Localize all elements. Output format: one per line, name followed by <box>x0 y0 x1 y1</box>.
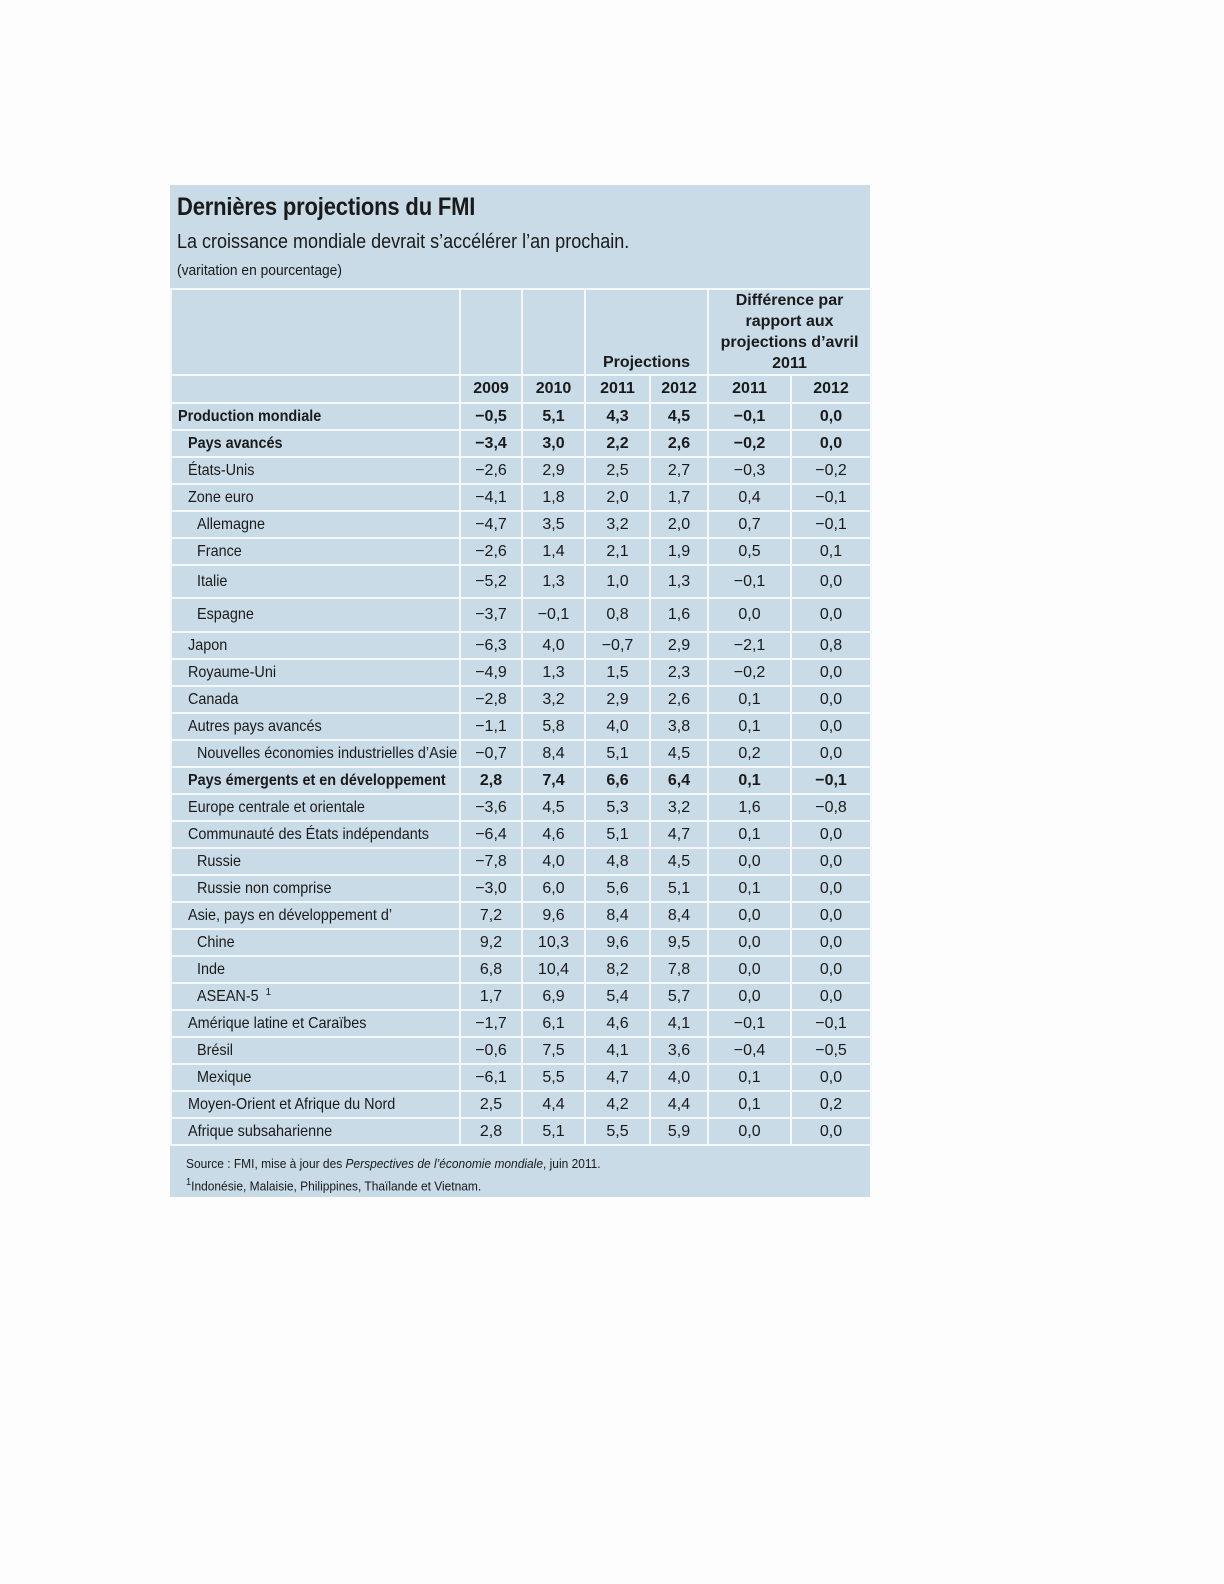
row-label: Brésil <box>197 1041 234 1059</box>
value-cell: 9,6 <box>522 902 585 929</box>
value-cell: 0,0 <box>708 929 791 956</box>
page-subtitle: La croissance mondiale devrait s’accélérer l’an prochain. <box>177 231 630 253</box>
value-cell: 0,0 <box>791 403 871 430</box>
value-cell: 4,6 <box>522 821 585 848</box>
value-cell: 3,5 <box>522 511 585 538</box>
table-body <box>171 403 871 1145</box>
row-label-cell <box>171 403 460 430</box>
value-cell: 4,0 <box>522 632 585 659</box>
value-cell: 1,8 <box>522 484 585 511</box>
row-label-cell <box>171 659 460 686</box>
value-cell: 0,1 <box>708 1064 791 1091</box>
value-cell: 4,0 <box>522 848 585 875</box>
value-cell: 0,1 <box>708 713 791 740</box>
value-cell: −6,1 <box>460 1064 522 1091</box>
row-label: Europe centrale et orientale <box>188 798 365 816</box>
value-cell: 5,5 <box>522 1064 585 1091</box>
value-cell: 0,0 <box>791 686 871 713</box>
value-cell: −0,2 <box>708 430 791 457</box>
table-footer <box>170 1146 870 1195</box>
table-row <box>171 565 871 598</box>
row-label: Inde <box>197 960 226 978</box>
row-label: Pays avancés <box>188 434 283 452</box>
value-cell: −2,1 <box>708 632 791 659</box>
table-row <box>171 538 871 565</box>
value-cell: 1,0 <box>585 565 650 598</box>
table-row <box>171 1091 871 1118</box>
year-header: 2011 <box>585 375 650 403</box>
value-cell: −0,1 <box>522 598 585 632</box>
row-label-cell <box>171 1064 460 1091</box>
value-cell: 6,8 <box>460 956 522 983</box>
value-cell: −0,5 <box>791 1037 871 1064</box>
value-cell: −0,1 <box>791 767 871 794</box>
row-label-cell <box>171 848 460 875</box>
source-note: Source : FMI, mise à jour des Perspectives de l’économie mondiale, juin 2011. <box>186 1156 601 1171</box>
row-label: France <box>197 542 242 560</box>
value-cell: −0,8 <box>791 794 871 821</box>
value-cell: 4,8 <box>585 848 650 875</box>
footnote-marker: 1 <box>265 986 272 998</box>
projections-table <box>170 288 872 1146</box>
value-cell: 5,1 <box>522 403 585 430</box>
value-cell: 4,7 <box>650 821 708 848</box>
value-cell: 4,5 <box>650 403 708 430</box>
value-cell: 1,6 <box>650 598 708 632</box>
value-cell: 2,0 <box>585 484 650 511</box>
value-cell: 6,4 <box>650 767 708 794</box>
value-cell: 1,3 <box>522 565 585 598</box>
value-cell: −7,8 <box>460 848 522 875</box>
value-cell: 4,4 <box>522 1091 585 1118</box>
value-cell: 2,6 <box>650 686 708 713</box>
table-row <box>171 686 871 713</box>
year-header: 2009 <box>460 375 522 403</box>
value-cell: 2,5 <box>585 457 650 484</box>
value-cell: 2,6 <box>650 430 708 457</box>
value-cell: −4,1 <box>460 484 522 511</box>
value-cell: 0,0 <box>791 929 871 956</box>
value-cell: 1,9 <box>650 538 708 565</box>
value-cell: 3,0 <box>522 430 585 457</box>
table-row <box>171 430 871 457</box>
row-label-cell <box>171 1118 460 1145</box>
value-cell: 0,0 <box>791 983 871 1010</box>
value-cell: 3,2 <box>522 686 585 713</box>
value-cell: 8,4 <box>522 740 585 767</box>
value-cell: 2,8 <box>460 1118 522 1145</box>
value-cell: −0,1 <box>708 403 791 430</box>
table-row <box>171 713 871 740</box>
value-cell: 9,6 <box>585 929 650 956</box>
table-row <box>171 632 871 659</box>
row-label: Zone euro <box>188 488 254 506</box>
table-row <box>171 403 871 430</box>
difference-header: Différence par rapport aux projections d’avril 2011 <box>720 292 859 372</box>
table-row <box>171 794 871 821</box>
value-cell: 0,0 <box>791 713 871 740</box>
value-cell: 5,1 <box>650 875 708 902</box>
table-row <box>171 983 871 1010</box>
value-cell: 0,5 <box>708 538 791 565</box>
value-cell: 10,4 <box>522 956 585 983</box>
value-cell: 0,1 <box>708 875 791 902</box>
panel-header <box>170 185 870 288</box>
table-row <box>171 740 871 767</box>
value-cell: −3,0 <box>460 875 522 902</box>
value-cell: −3,6 <box>460 794 522 821</box>
row-label: Russie <box>197 852 242 870</box>
value-cell: 4,1 <box>650 1010 708 1037</box>
year-header: 2012 <box>650 375 708 403</box>
row-label-cell <box>171 430 460 457</box>
row-label-cell <box>171 1037 460 1064</box>
value-cell: −0,1 <box>791 1010 871 1037</box>
value-cell: −1,7 <box>460 1010 522 1037</box>
table-row <box>171 457 871 484</box>
value-cell: 4,0 <box>585 713 650 740</box>
row-label: Nouvelles économies industrielles d’Asie <box>197 744 458 762</box>
value-cell: 2,8 <box>460 767 522 794</box>
value-cell: 2,1 <box>585 538 650 565</box>
row-label: Russie non comprise <box>197 879 332 897</box>
row-label-cell <box>171 1091 460 1118</box>
row-label-cell <box>171 565 460 598</box>
row-label: États-Unis <box>188 461 255 479</box>
value-cell: −0,1 <box>708 565 791 598</box>
table-row <box>171 875 871 902</box>
table-row <box>171 1064 871 1091</box>
value-cell: 6,9 <box>522 983 585 1010</box>
value-cell: 0,0 <box>791 740 871 767</box>
row-label: Mexique <box>197 1068 252 1086</box>
row-label: ASEAN-5 <box>197 988 259 1006</box>
table-row <box>171 929 871 956</box>
value-cell: 0,1 <box>791 538 871 565</box>
table-header-years <box>171 375 871 403</box>
value-cell: 5,6 <box>585 875 650 902</box>
row-label-cell <box>171 821 460 848</box>
row-label-cell <box>171 538 460 565</box>
value-cell: 0,0 <box>708 902 791 929</box>
value-cell: −6,3 <box>460 632 522 659</box>
table-row <box>171 598 871 632</box>
value-cell: 4,5 <box>522 794 585 821</box>
value-cell: 0,0 <box>791 902 871 929</box>
value-cell: 5,1 <box>522 1118 585 1145</box>
value-cell: 4,1 <box>585 1037 650 1064</box>
table-row <box>171 511 871 538</box>
table-row <box>171 956 871 983</box>
value-cell: 8,4 <box>650 902 708 929</box>
value-cell: 3,2 <box>650 794 708 821</box>
row-label-cell <box>171 457 460 484</box>
value-cell: −0,7 <box>460 740 522 767</box>
value-cell: 0,0 <box>791 848 871 875</box>
row-label-cell <box>171 1010 460 1037</box>
row-label: Afrique subsaharienne <box>188 1122 333 1140</box>
value-cell: 0,1 <box>708 1091 791 1118</box>
table-row <box>171 659 871 686</box>
value-cell: 0,2 <box>791 1091 871 1118</box>
value-cell: 0,1 <box>708 767 791 794</box>
value-cell: 0,8 <box>585 598 650 632</box>
value-cell: −0,1 <box>708 1010 791 1037</box>
table-row <box>171 1118 871 1145</box>
row-label-cell <box>171 511 460 538</box>
value-cell: 2,9 <box>585 686 650 713</box>
row-label: Allemagne <box>197 515 266 533</box>
value-cell: 7,5 <box>522 1037 585 1064</box>
value-cell: 9,2 <box>460 929 522 956</box>
value-cell: 0,0 <box>791 659 871 686</box>
value-cell: 0,2 <box>708 740 791 767</box>
year-header: 2010 <box>522 375 585 403</box>
value-cell: 0,0 <box>708 983 791 1010</box>
value-cell: 9,5 <box>650 929 708 956</box>
value-cell: −0,3 <box>708 457 791 484</box>
value-cell: −1,1 <box>460 713 522 740</box>
value-cell: 6,6 <box>585 767 650 794</box>
row-label-cell <box>171 875 460 902</box>
value-cell: −0,2 <box>708 659 791 686</box>
value-cell: −0,2 <box>791 457 871 484</box>
value-cell: 1,3 <box>650 565 708 598</box>
value-cell: −5,2 <box>460 565 522 598</box>
year-header: 2012 <box>791 375 871 403</box>
projections-header: Projections <box>602 354 691 371</box>
value-cell: 0,8 <box>791 632 871 659</box>
row-label-cell <box>171 929 460 956</box>
value-cell: −6,4 <box>460 821 522 848</box>
row-label-cell <box>171 956 460 983</box>
value-cell: 4,2 <box>585 1091 650 1118</box>
value-cell: −0,4 <box>708 1037 791 1064</box>
table-header-top <box>171 289 871 375</box>
value-cell: 5,1 <box>585 821 650 848</box>
table-row <box>171 902 871 929</box>
value-cell: 5,9 <box>650 1118 708 1145</box>
row-label: Asie, pays en développement d’ <box>188 906 393 924</box>
row-label: Production mondiale <box>178 407 322 425</box>
value-cell: −0,7 <box>585 632 650 659</box>
value-cell: −0,1 <box>791 511 871 538</box>
value-cell: −2,6 <box>460 457 522 484</box>
value-cell: 0,1 <box>708 821 791 848</box>
value-cell: 2,2 <box>585 430 650 457</box>
page-title: Dernières projections du FMI <box>177 193 476 221</box>
value-cell: −0,6 <box>460 1037 522 1064</box>
row-label-cell <box>171 598 460 632</box>
value-cell: 1,4 <box>522 538 585 565</box>
table-row <box>171 767 871 794</box>
value-cell: 5,1 <box>585 740 650 767</box>
value-cell: 4,0 <box>650 1064 708 1091</box>
value-cell: 7,2 <box>460 902 522 929</box>
value-cell: 0,0 <box>791 1064 871 1091</box>
value-cell: 0,0 <box>791 430 871 457</box>
value-cell: 1,6 <box>708 794 791 821</box>
row-label-cell <box>171 686 460 713</box>
value-cell: 4,5 <box>650 740 708 767</box>
value-cell: 0,0 <box>708 598 791 632</box>
table-row <box>171 1010 871 1037</box>
value-cell: 3,2 <box>585 511 650 538</box>
value-cell: 2,3 <box>650 659 708 686</box>
value-cell: 2,9 <box>522 457 585 484</box>
value-cell: 0,7 <box>708 511 791 538</box>
row-label: Espagne <box>197 606 254 623</box>
value-cell: 2,7 <box>650 457 708 484</box>
value-cell: 1,3 <box>522 659 585 686</box>
value-cell: 5,5 <box>585 1118 650 1145</box>
value-cell: 2,9 <box>650 632 708 659</box>
value-cell: 1,7 <box>650 484 708 511</box>
value-cell: 0,0 <box>708 1118 791 1145</box>
row-label-cell <box>171 713 460 740</box>
row-label: Amérique latine et Caraïbes <box>188 1014 367 1032</box>
value-cell: 4,4 <box>650 1091 708 1118</box>
row-label: Japon <box>188 636 228 654</box>
row-label: Canada <box>188 690 239 708</box>
row-label-cell <box>171 632 460 659</box>
year-header: 2011 <box>708 375 791 403</box>
value-cell: 0,0 <box>791 821 871 848</box>
value-cell: 4,6 <box>585 1010 650 1037</box>
footnote: $^1$Indonésie, Malaisie, Philippines, Thaïlande et Vietnam. <box>186 1177 482 1194</box>
table-row <box>171 848 871 875</box>
table-row <box>171 1037 871 1064</box>
value-cell: 0,0 <box>791 598 871 632</box>
value-cell: 0,0 <box>791 956 871 983</box>
value-cell: −4,9 <box>460 659 522 686</box>
row-label-cell <box>171 767 460 794</box>
row-label: Chine <box>197 933 235 951</box>
value-cell: 5,3 <box>585 794 650 821</box>
value-cell: 1,5 <box>585 659 650 686</box>
table-row <box>171 821 871 848</box>
value-cell: 5,8 <box>522 713 585 740</box>
value-cell: 5,7 <box>650 983 708 1010</box>
value-cell: 0,0 <box>791 875 871 902</box>
row-label: Pays émergents et en développement <box>188 771 446 789</box>
value-cell: −0,1 <box>791 484 871 511</box>
value-cell: 7,8 <box>650 956 708 983</box>
value-cell: 4,3 <box>585 403 650 430</box>
row-label: Autres pays avancés <box>188 717 322 735</box>
value-cell: 3,6 <box>650 1037 708 1064</box>
row-label: Communauté des États indépendants <box>188 825 429 843</box>
value-cell: 0,0 <box>708 848 791 875</box>
row-label-cell <box>171 740 460 767</box>
value-cell: 6,0 <box>522 875 585 902</box>
value-cell: 4,7 <box>585 1064 650 1091</box>
value-cell: −0,5 <box>460 403 522 430</box>
value-cell: 0,1 <box>708 686 791 713</box>
value-cell: −3,4 <box>460 430 522 457</box>
row-label: Royaume-Uni <box>188 663 277 681</box>
value-cell: −2,8 <box>460 686 522 713</box>
value-cell: 0,0 <box>791 1118 871 1145</box>
value-cell: 1,7 <box>460 983 522 1010</box>
value-cell: 0,4 <box>708 484 791 511</box>
row-label: Moyen-Orient et Afrique du Nord <box>188 1095 396 1113</box>
projections-panel <box>170 185 870 1197</box>
row-label-cell <box>171 794 460 821</box>
row-label-cell <box>171 902 460 929</box>
value-cell: 5,4 <box>585 983 650 1010</box>
value-cell: −2,6 <box>460 538 522 565</box>
value-cell: 2,0 <box>650 511 708 538</box>
value-cell: −4,7 <box>460 511 522 538</box>
unit-note: (varitation en pourcentage) <box>177 262 342 279</box>
row-label-cell <box>171 983 460 1010</box>
row-label-cell <box>171 484 460 511</box>
value-cell: 10,3 <box>522 929 585 956</box>
value-cell: 6,1 <box>522 1010 585 1037</box>
value-cell: 0,0 <box>791 565 871 598</box>
value-cell: 2,5 <box>460 1091 522 1118</box>
value-cell: −3,7 <box>460 598 522 632</box>
value-cell: 4,5 <box>650 848 708 875</box>
value-cell: 0,0 <box>708 956 791 983</box>
value-cell: 7,4 <box>522 767 585 794</box>
value-cell: 8,4 <box>585 902 650 929</box>
value-cell: 8,2 <box>585 956 650 983</box>
row-label: Italie <box>197 572 228 590</box>
value-cell: 3,8 <box>650 713 708 740</box>
table-row <box>171 484 871 511</box>
